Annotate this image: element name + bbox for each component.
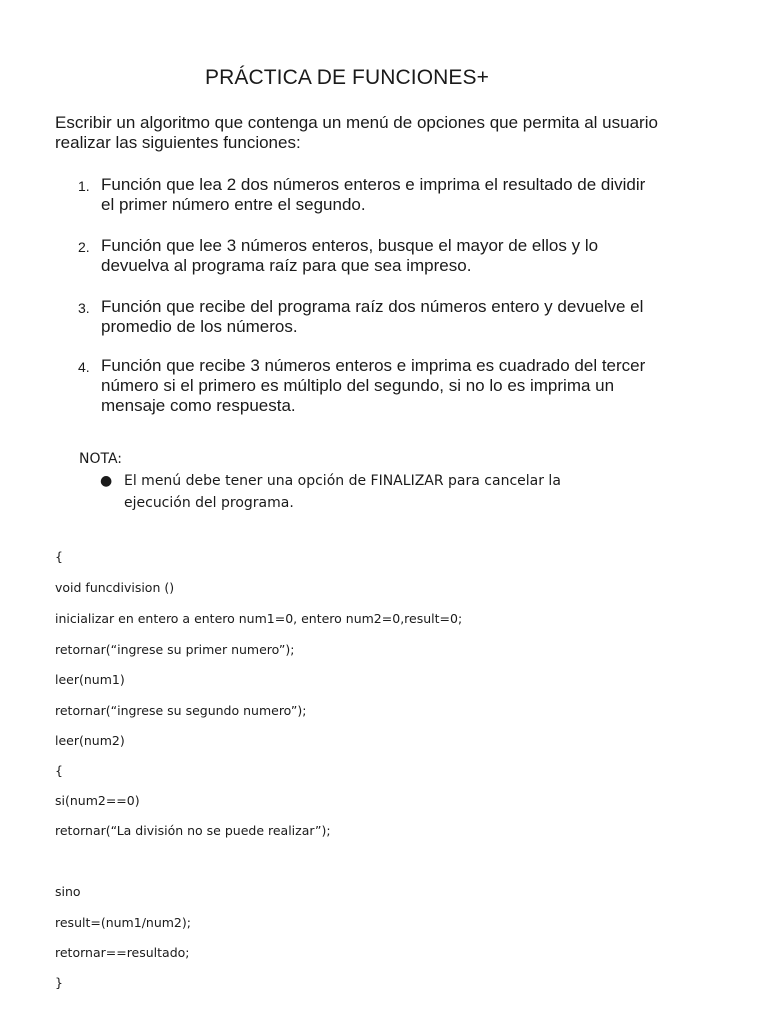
bullet-icon: ● — [100, 473, 113, 489]
code-line: sino — [55, 884, 81, 899]
code-line: inicializar en entero a entero num1=0, entero num2=0,result=0; — [55, 611, 463, 626]
list-item-text: Función que recibe 3 números enteros e imprima es cuadrado del tercer número si el primero es múltiplo del segundo, si no lo es imprima un mensaje como respuesta. — [101, 356, 646, 415]
nota-bullet-item — [100, 470, 600, 514]
intro-paragraph: Escribir un algoritmo que contenga un menú de opciones que permita al usuario realizar las siguientes funciones: — [55, 113, 658, 152]
code-line: retornar(“La división no se puede realizar”); — [55, 823, 331, 838]
nota-bullet-text: El menú debe tener una opción de FINALIZAR para cancelar la ejecución del programa. — [124, 473, 561, 511]
list-item — [78, 356, 648, 416]
code-line: retornar==resultado; — [55, 945, 190, 960]
list-item-text: Función que lea 2 dos números enteros e imprima el resultado de dividir el primer número entre el segundo. — [101, 175, 646, 214]
list-item-number: 3. — [78, 300, 90, 316]
code-line: leer(num2) — [55, 733, 125, 748]
list-item — [78, 175, 648, 215]
list-item-text: Función que recibe del programa raíz dos números entero y devuelve el promedio de los números. — [101, 297, 644, 336]
code-line: result=(num1/num2); — [55, 915, 191, 930]
code-line: retornar(“ingrese su primer numero”); — [55, 642, 295, 657]
code-line: si(num2==0) — [55, 793, 140, 808]
page-title: PRÁCTICA DE FUNCIONES+ — [205, 66, 489, 89]
list-item-number: 2. — [78, 239, 90, 255]
code-line: } — [55, 975, 63, 990]
list-item-number: 4. — [78, 359, 90, 375]
nota-label: NOTA: — [79, 451, 123, 467]
code-line: retornar(“ingrese su segundo numero”); — [55, 703, 307, 718]
list-item — [78, 236, 648, 276]
list-item — [78, 297, 648, 337]
code-line: void funcdivision () — [55, 580, 175, 595]
code-line: { — [55, 763, 63, 778]
list-item-text: Función que lee 3 números enteros, busque el mayor de ellos y lo devuelva al programa raíz para que sea impreso. — [101, 236, 599, 275]
code-line: leer(num1) — [55, 672, 125, 687]
list-item-number: 1. — [78, 178, 90, 194]
code-line: { — [55, 549, 63, 564]
